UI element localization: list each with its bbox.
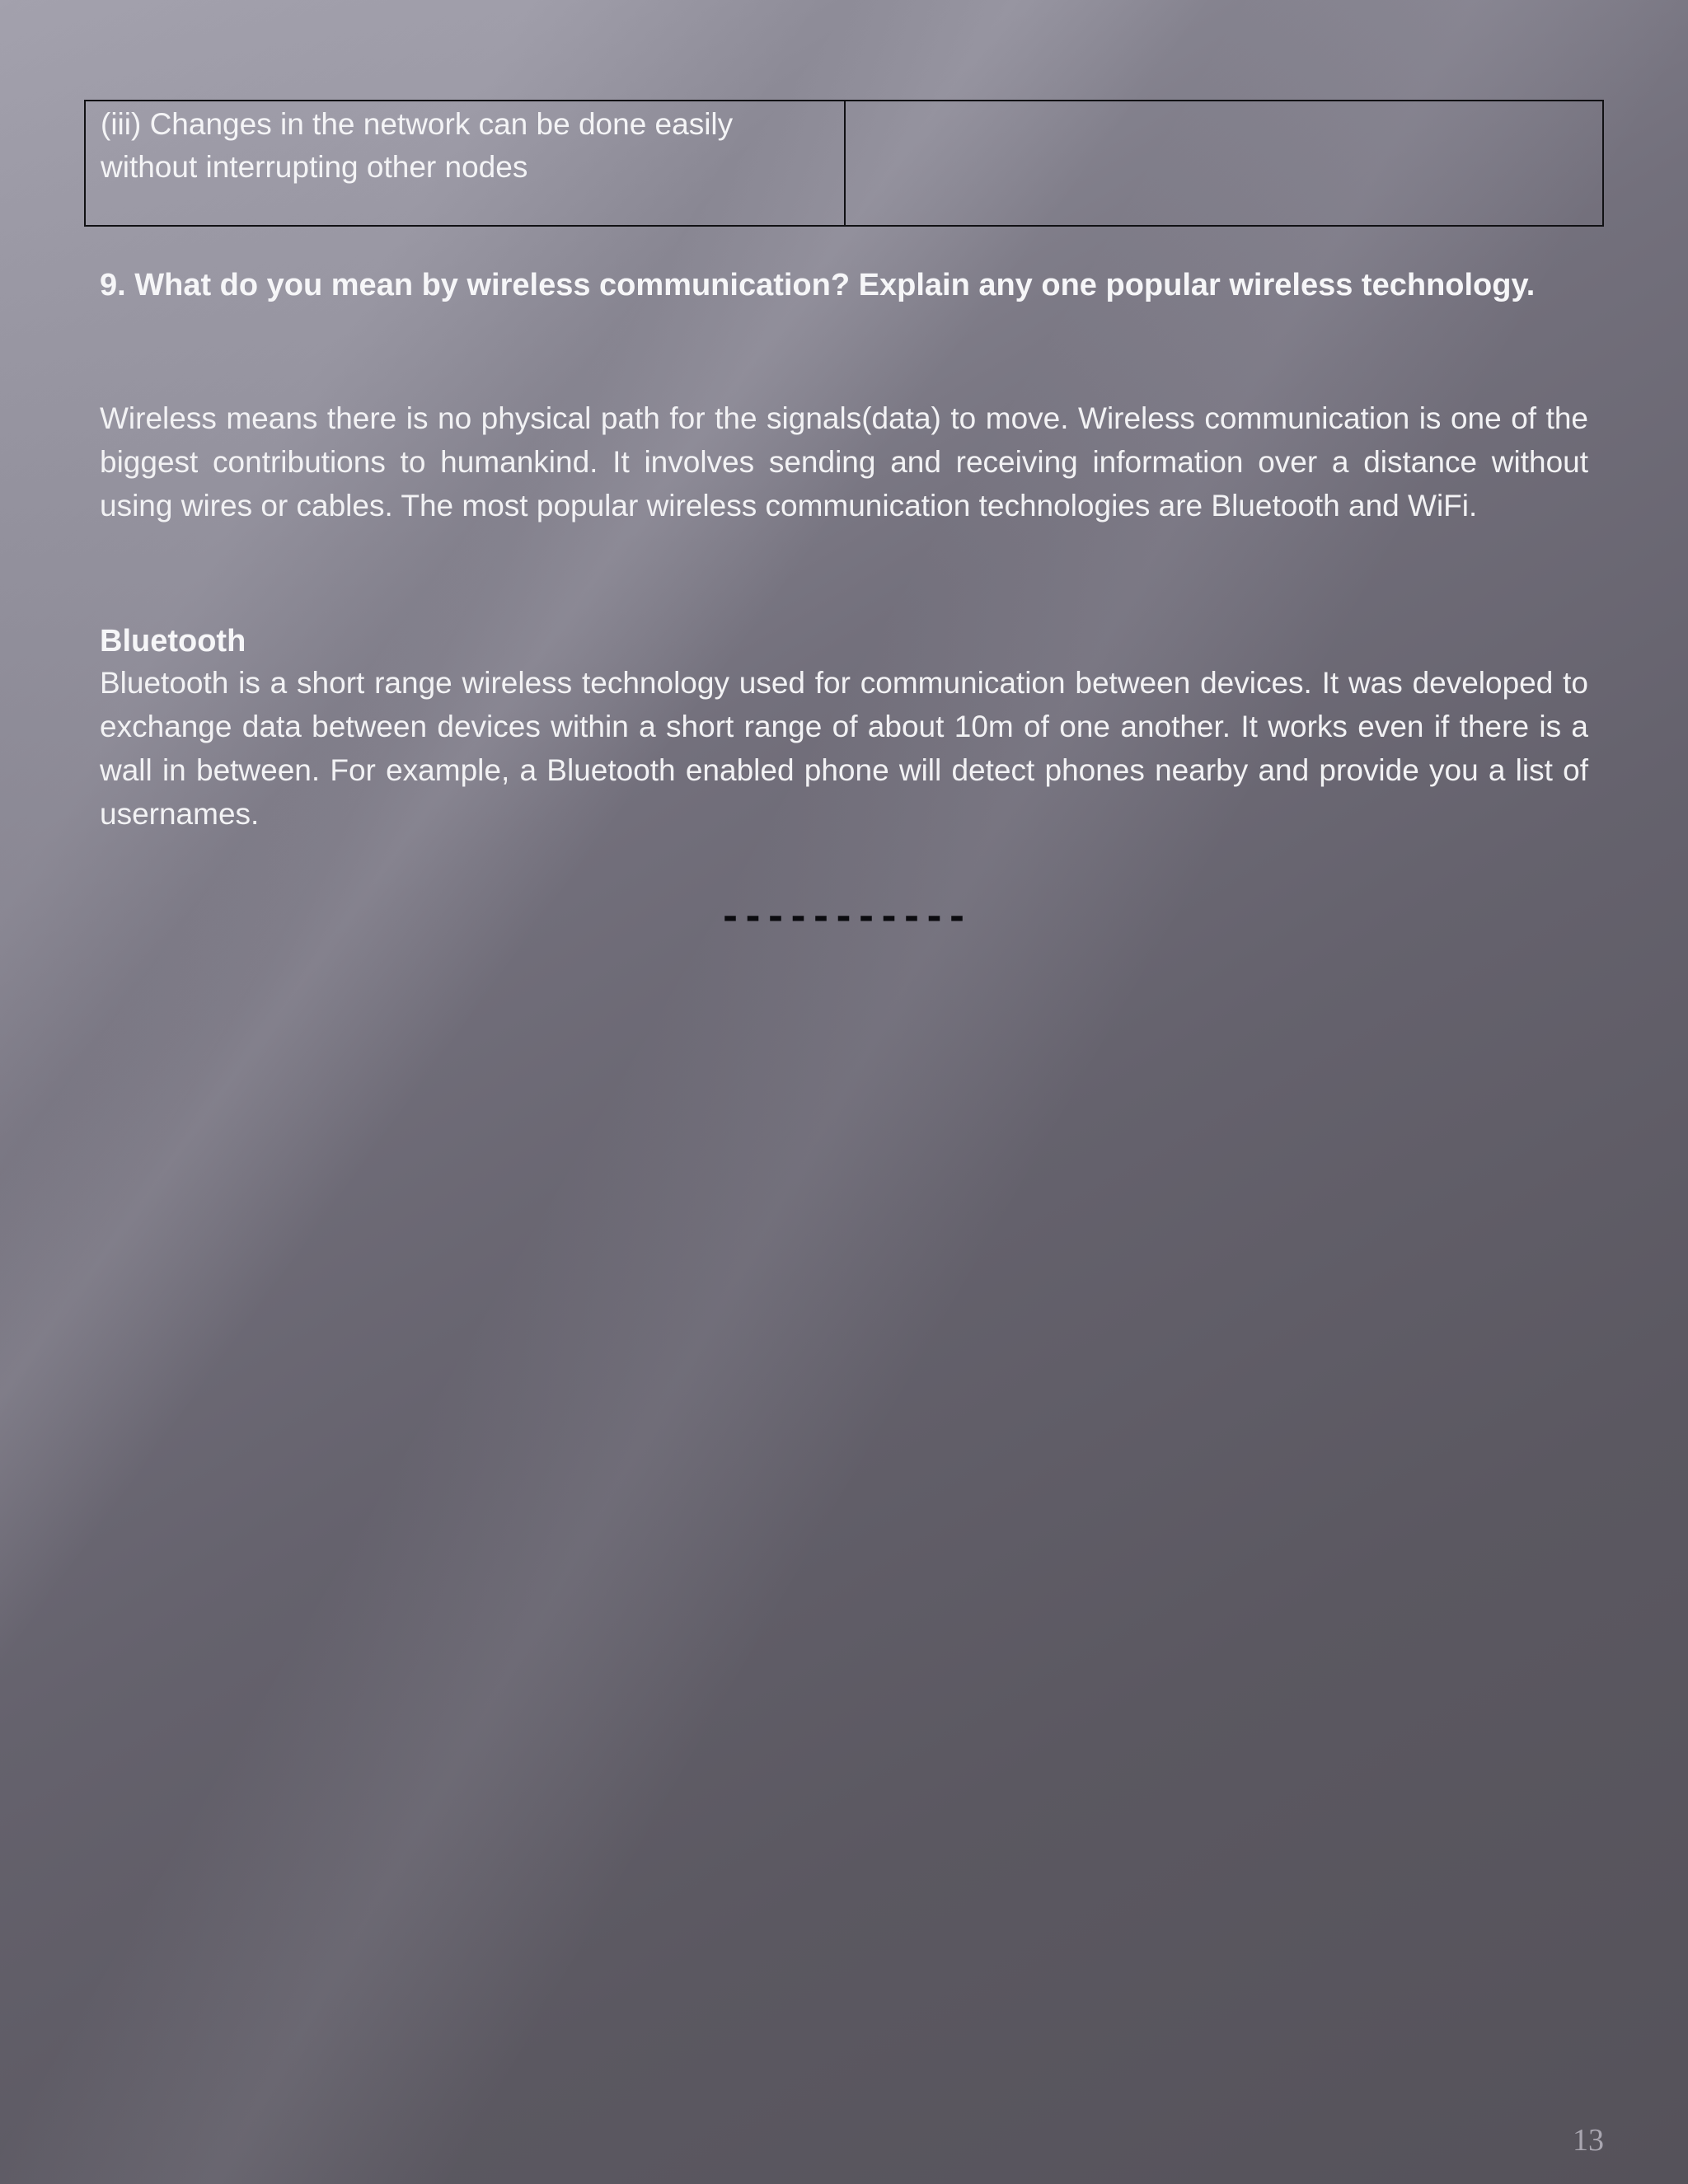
question-heading: 9. What do you mean by wireless communication? Explain any one popular wireless technology. [100,268,1536,302]
bluetooth-heading: Bluetooth [100,624,246,658]
table-row [85,101,1603,226]
table-cell-left: (iii) Changes in the network can be done easily without interrupting other nodes [85,101,845,226]
bluetooth-paragraph: Bluetooth is a short range wireless technology used for communication between devices. It was developed to exchange data between devices within a short range of about 10m of one another. It works even if there is a wall in between. For example, a Bluetooth enabled phone will detect phones nearby and provide you a list of usernames. [100,666,1588,831]
section-separator: ----------- [719,896,969,938]
page-number: 13 [1573,2123,1604,2158]
wireless-paragraph: Wireless means there is no physical path for the signals(data) to move. Wireless communication is one of the biggest contributions to humankind. It involves sending and receiving information over a distance without using wires or cables. The most popular wireless communication technologies are Bluetooth and WiFi. [100,401,1588,523]
table-cell-right [845,101,1603,226]
comparison-table [84,100,1604,227]
